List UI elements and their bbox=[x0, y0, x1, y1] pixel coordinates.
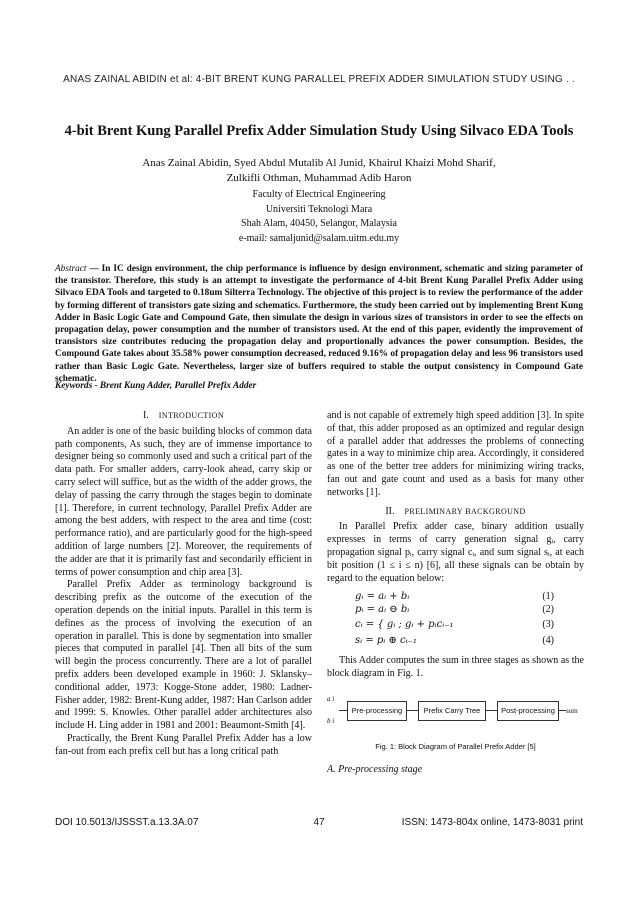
fig-arrow-1 bbox=[406, 710, 418, 711]
affil-department: Faculty of Electrical Engineering bbox=[252, 189, 386, 200]
abstract-text: — In IC design environment, the chip performance is influence by design environment, schematic and sizing parameter of the transistor. Therefore, this study is an attempt to investigate the performance of 4-bit Brent Kung Parallel Prefix Adder using Silvaco EDA Tools and targeted to 0.18um Silterra Technology. The objective of this project is to review the performance of the adder by forming different of transistors gate sizing and schematics. Furthermore, the study been carried out by implementing Brent Kung Adder in Basic Logic Gate and Compound Gate, then simulate the design in various sizes of transistors in order to see the effects on propagation delay, power consumption and the number of transistors used. At the end of this paper, evidently the improvement of transistors size contributes reducing the propagation delay and proportionally advances the power consumption. Besides, the Compound Gate takes about 35.58% power consumption decreased, reduced 9.16% of propagation delay and less 96 transistors used rather than Basic Logic Gate. Nevertheless, larger size of buffers required to stable the output consistency in Compound Gate schematic. bbox=[55, 264, 583, 384]
fig-arrow-in bbox=[339, 710, 347, 711]
running-head: ANAS ZAINAL ABIDIN et al: 4-BIT BRENT KUNG PARALLEL PREFIX ADDER SIMULATION STUDY USING . . bbox=[63, 74, 575, 85]
intro-paragraph-1: An adder is one of the basic building blocks of common data path components, As such, they are of immense importance to designer being so commonly used and such a critical part of the data path. For smaller adders, carry-look ahead, carry skip or carry select will suffice, but as the width of the adder grows, the delay of passing the carry through the stages begin to dominate [1]. Therefore, in current technology, Parallel Prefix Adder are among the best adders, with respect to the area and time (cost: performance ratio), and are particularly good for the high-speed addition of large numbers [2]. Moreover, the requirements of the adder are that it is primarily fast and secondarily efficient in terms of power consumption and chip area [3]. bbox=[55, 425, 312, 578]
section-title: PRELIMINARY BACKGROUND bbox=[404, 506, 526, 516]
author-list bbox=[0, 156, 638, 186]
intro-paragraph-3: Practically, the Brent Kung Parallel Prefix Adder has a low fan-out from each prefix cell but has a long critical path bbox=[55, 732, 312, 757]
fig-arrow-2 bbox=[485, 710, 497, 711]
footer-page-number: 47 bbox=[313, 817, 325, 828]
subsection-heading-preprocessing: A. Pre-processing stage bbox=[327, 763, 423, 775]
affil-city: Shah Alam, 40450, Selangor, Malaysia bbox=[241, 218, 397, 229]
authors-line-2: Zulkifli Othman, Muhammad Adib Haron bbox=[226, 172, 412, 184]
fig-box-preprocessing: Pre-processing bbox=[347, 701, 407, 721]
affil-university: Universiti Teknologi Mara bbox=[265, 203, 373, 215]
right-column bbox=[327, 410, 584, 777]
equation-number-4: (4) bbox=[542, 635, 554, 647]
equation-4: sᵢ = pᵢ ⊕ cᵢ₋₁ bbox=[355, 635, 417, 647]
fig-box-postprocessing: Post-processing bbox=[497, 701, 559, 721]
preliminary-paragraph: In Parallel Prefix adder case, binary addition usually expresses in terms of carry generation signal gᵢ, carry propagation signal pᵢ, carry signal cᵢ, and sum signal sᵢ, at each bit position (1 ≤ i ≤ n) [6], all these signals can be obtain by regard to the equation below: bbox=[327, 521, 584, 584]
section-heading-preliminary bbox=[327, 506, 584, 519]
affiliation bbox=[0, 188, 638, 246]
affil-email: e-mail: samaljunid@salam.uitm.edu.my bbox=[238, 232, 400, 244]
fig-input-a: a i bbox=[327, 694, 335, 703]
equation-number-1: (1) bbox=[542, 591, 554, 603]
stages-paragraph: This Adder computes the sum in three stages as shown as the block diagram in Fig. 1. bbox=[327, 655, 584, 680]
fig-box-prefix-tree: Prefix Carry Tree bbox=[418, 701, 486, 721]
equation-block bbox=[327, 589, 584, 649]
equation-number-3: (3) bbox=[542, 619, 554, 631]
left-column bbox=[55, 410, 312, 759]
figure-block-diagram bbox=[327, 689, 584, 741]
section-number: II. bbox=[385, 505, 395, 517]
equation-number-2: (2) bbox=[542, 604, 554, 616]
footer-issn: ISSN: 1473-804x online, 1473-8031 print bbox=[401, 817, 583, 828]
equation-1: gᵢ = aᵢ + bᵢ bbox=[355, 591, 410, 603]
intro-continuation: and is not capable of extremely high speed addition [3]. In spite of that, this adder proposed as an optimized and regular design of a parallel adder that addresses the problems of connecting gates in a way to minimize chip area. Accordingly, it considered as one of the better tree adders for minimizing wiring tracks, fan out and gate count and used as a basis for many other networks [1]. bbox=[327, 410, 584, 498]
paper-title: 4-bit Brent Kung Parallel Prefix Adder Simulation Study Using Silvaco EDA Tools bbox=[64, 123, 574, 139]
equation-3: cᵢ = { gᵢ ; gᵢ + pᵢcᵢ₋₁ bbox=[355, 619, 454, 631]
abstract-label: Abstract bbox=[55, 264, 87, 274]
intro-paragraph-2: Parallel Prefix Adder as terminology background is describing prefix as the outcome of the execution of the operation depends on the initial inputs. Parallel in this term is defines as the process of involving the execution of an operation in parallel. This is done by segmentation into smaller pieces that computed in parallel [4]. Then all bits of the sum will begin the process concurrently. There are a lot of parallel prefix adders been developed example in 1960: J. Sklansky–conditional adder, 1973: Kogge-Stone adder, 1980: Ladner-Fisher adder, 1982: Brent-Kung adder, 1987: Han Carlson adder and 1999: S. Knowles. Other parallel adder architectures also include H. Ling adder in 1981 and 2001: Beaumont-Smith [4]. bbox=[55, 579, 312, 732]
section-heading-introduction bbox=[55, 410, 312, 423]
fig-output-sum: sum bbox=[566, 706, 578, 715]
abstract bbox=[55, 263, 583, 385]
figure-caption: Fig. 1: Block Diagram of Parallel Prefix Adder [5] bbox=[375, 741, 536, 751]
section-number: I. bbox=[142, 410, 149, 421]
authors-line-1: Anas Zainal Abidin, Syed Abdul Mutalib Al Junid, Khairul Khaizi Mohd Sharif, bbox=[142, 157, 496, 169]
fig-input-b: b i bbox=[327, 716, 335, 725]
footer-doi: DOI 10.5013/IJSSST.a.13.3A.07 bbox=[55, 817, 199, 828]
section-title: INTRODUCTION bbox=[158, 411, 225, 420]
equation-2: pᵢ = aᵢ ⊖ bᵢ bbox=[355, 604, 410, 616]
fig-arrow-out bbox=[558, 710, 566, 711]
keywords: Keywords - Brent Kung Adder, Parallel Prefix Adder bbox=[55, 381, 257, 391]
